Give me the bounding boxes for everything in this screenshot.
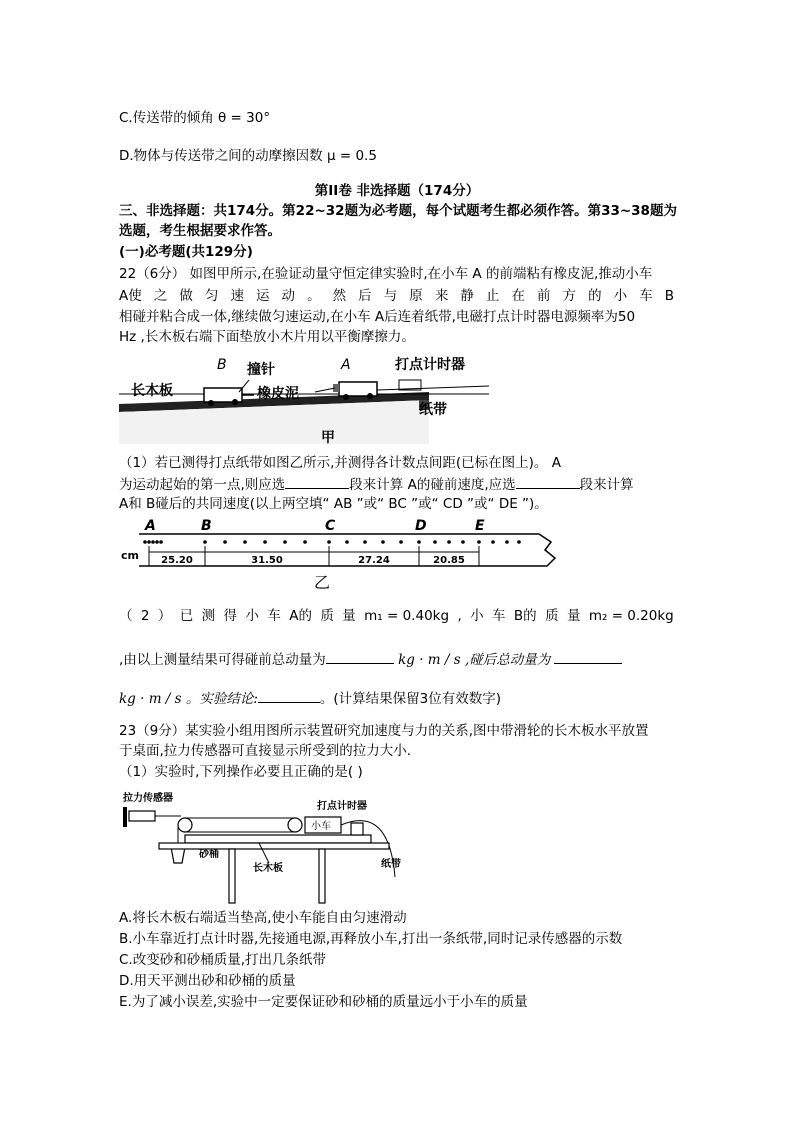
q22-line2-char: 车 [639, 288, 653, 304]
q22-p1-line1: （1）若已测得打点纸带如图乙所示,并测得各计数点间距(已标在图上)。 A [119, 455, 561, 471]
q22-p2-char: 车 [267, 608, 281, 624]
tape-dot [381, 540, 385, 544]
q22-p2-text-b: kg · m / s ,碰后总动量为 [398, 652, 551, 668]
q23-line2: 于桌面,拉力传感器可直接显示所受到的拉力大小. [119, 743, 412, 759]
q23-option-e: E.为了减小误差,实验中一定要保证砂和砂桶的质量远小于小车的质量 [119, 994, 528, 1010]
q22-line2-char: 来 [434, 288, 449, 304]
q22-p2-char: 质 [320, 608, 334, 624]
dimension-value: 25.20 [161, 555, 193, 566]
q22-p2-char: ） [157, 608, 172, 624]
tape-point-label: A [145, 518, 156, 534]
q22-line2-char: 的 [588, 288, 602, 304]
q22-line2-char: 原 [409, 288, 423, 304]
q23-option-b: B.小车靠近打点计时器,先接通电源,再释放小车,打出一条纸带,同时记录传感器的示数 [119, 931, 623, 947]
q23-p1: （1）实验时,下列操作必要且正确的是( ) [119, 764, 363, 780]
q22-p2-char: A的 [289, 608, 312, 624]
label-bucket: 砂桶 [199, 849, 219, 860]
tape-dot [505, 540, 509, 544]
q23-option-a: A.将长木板右端适当垫高,使小车能自由匀速滑动 [119, 910, 407, 926]
q22-p2-char: 得 [223, 608, 238, 624]
q22-line2-char: 止 [485, 288, 500, 304]
q22-line2-char: 后 [358, 288, 372, 304]
tape-dot [461, 540, 465, 544]
q22-line2-char: 前 [537, 288, 551, 304]
figure-q23 [119, 785, 414, 905]
q22-line2-char: 之 [153, 288, 168, 304]
tape-point-label: D [415, 518, 427, 534]
q22-line2-char: B [664, 288, 674, 304]
q22-p1-text-a: 为运动起始的第一点,则应选 [119, 477, 286, 493]
label-board: 长木板 [131, 383, 173, 399]
caption-yi: 乙 [314, 573, 331, 592]
tape-point-label: C [325, 518, 336, 534]
q23-line1: 23（9分）某实验小组用图所示装置研究加速度与力的关系,图中带滑轮的长木板水平放置 [119, 723, 649, 739]
section-intro-line2: 选题，考生根据要求作答。 [119, 223, 281, 239]
tape-dot [417, 540, 421, 544]
tape-dot [303, 540, 307, 544]
q22-p2-char: 已 [179, 608, 194, 624]
option-c-prev: C.传送带的倾角 θ = 30° [119, 110, 271, 126]
q22-line2-char: 运 [255, 288, 270, 304]
q22-p2-text-a: ,由以上测量结果可得碰前总动量为 [119, 652, 326, 668]
required-heading: (一)必考题(共129分) [119, 244, 253, 260]
tape-dot [147, 540, 151, 544]
answer-blank-4[interactable] [554, 649, 622, 664]
q22-line2-char: 匀 [204, 288, 219, 304]
tape-dot [203, 540, 207, 544]
tape-dot [151, 540, 155, 544]
q22-line2-char: 然 [332, 288, 347, 304]
q22-p2-char: 2 [140, 608, 150, 624]
q22-p2-char: 测 [201, 608, 216, 624]
sensor-box [129, 811, 155, 821]
tape-dot [399, 540, 403, 544]
q22-line2-char: 与 [383, 288, 398, 304]
tape-dot [155, 540, 159, 544]
q22-p2-char: 量 [342, 608, 356, 624]
tape-dot [243, 540, 247, 544]
answer-blank-1[interactable] [285, 474, 349, 489]
tape-point-label: E [475, 518, 485, 534]
tape-dot [433, 540, 437, 544]
tape-point-label: B [201, 518, 212, 534]
q22-p2-char: , [457, 608, 462, 624]
q22-p2-line2 [119, 649, 622, 670]
tape-dot [143, 540, 147, 544]
tape-dot [327, 540, 331, 544]
q22-p2-char: m₂ = 0.20kg [588, 608, 674, 624]
q22-p2-char: 质 [545, 608, 559, 624]
timer-23 [351, 823, 363, 835]
q22-p2-char: （ [119, 608, 133, 624]
q22-p2-line1 [119, 606, 674, 626]
q22-p2-text-c: kg · m / s 。实验结论: [119, 691, 258, 707]
q22-p2-char: 量 [566, 608, 581, 624]
answer-blank-5[interactable] [258, 688, 320, 703]
option-d-prev: D.物体与传送带之间的动摩擦因数 μ = 0.5 [119, 148, 377, 164]
table-leg-left [229, 849, 235, 903]
tape-dot [447, 540, 451, 544]
q22-line4: Hz ,长木板右端下面垫放小木片用以平衡摩擦力。 [119, 329, 415, 345]
label-clay: 橡皮泥 [257, 386, 299, 402]
q22-p1-line3: A和 B碰后的共同速度(以上两空填“ AB ”或“ BC ”或“ CD ”或“ DE ”)。 [119, 496, 548, 512]
tape-dot [491, 540, 495, 544]
table-leg-right [319, 849, 325, 903]
q22-line1: 22（6分） 如图甲所示,在验证动量守恒定律实验时,在小车 A 的前端粘有橡皮泥,推动小车 [119, 266, 653, 282]
q22-p1-text-c: 段来计算 [579, 477, 634, 493]
q22-line2-char: 小 [613, 288, 628, 304]
figure-jia [119, 352, 494, 447]
q22-p2-line3 [119, 688, 501, 709]
q22-p2-text-d: 。(计算结果保留3位有效数字) [319, 691, 502, 707]
label-timer: 打点计时器 [395, 357, 465, 373]
board-23 [185, 835, 371, 843]
tape-dot [363, 540, 367, 544]
dimension-value: 20.85 [433, 555, 465, 566]
dimension-value: 27.24 [358, 555, 390, 566]
label-a: A [341, 357, 351, 373]
q23-option-c: C.改变砂和砂桶质量,打出几条纸带 [119, 952, 327, 968]
pulley-cart [288, 818, 302, 832]
pulley-left [178, 818, 192, 832]
q22-line2-char: 。 [307, 288, 321, 304]
q22-line2-char: 做 [179, 288, 193, 304]
tape-dot [345, 540, 349, 544]
q22-line2-char: 静 [460, 288, 474, 304]
q22-p1-line2 [119, 474, 634, 495]
unit-label: cm [121, 549, 139, 562]
q22-p2-char: 小 [245, 608, 259, 624]
q22-line2 [119, 286, 674, 306]
label-zhen: 撞针 [247, 362, 275, 378]
tape-dot [517, 540, 521, 544]
q22-p1-text-b: 段来计算 A的碰前速度,应选 [349, 477, 516, 493]
label-tape: 纸带 [419, 402, 447, 418]
q23-option-d: D.用天平测出砂和砂桶的质量 [119, 973, 296, 989]
tape-dot [283, 540, 287, 544]
answer-blank-3[interactable] [326, 649, 394, 664]
figure-yi [119, 516, 559, 592]
q22-p2-char: B的 [513, 608, 537, 624]
label-timer-23: 打点计时器 [317, 801, 367, 812]
tape-dot [159, 540, 163, 544]
answer-blank-2[interactable] [516, 474, 580, 489]
q22-line2-char: 动 [281, 288, 296, 304]
tape-dot [223, 540, 227, 544]
label-b: B [217, 357, 227, 373]
dimension-value: 31.50 [251, 555, 283, 566]
q22-p2-char: 车 [492, 608, 506, 624]
q22-line2-char: 在 [511, 288, 525, 304]
tape-dot [477, 540, 481, 544]
caption-jia: 甲 [321, 430, 335, 446]
q22-line2-char: A使 [119, 288, 142, 304]
table-top [159, 843, 389, 849]
label-cart: 小车 [311, 821, 331, 832]
section-intro-line1: 三、非选择题：共174分。第22~32题为必考题，每个试题考生都必须作答。第33~38题为 [119, 203, 677, 219]
label-tape-23: 纸带 [381, 859, 401, 870]
q22-line2-char: 速 [230, 288, 244, 304]
q22-line3: 相碰并粘合成一体,继续做匀速运动,在小车 A后连着纸带,电磁打点计时器电源频率为50 [119, 309, 636, 325]
q22-line2-char: 方 [562, 288, 577, 304]
tape-outline [139, 534, 555, 566]
q22-p2-char: 小 [470, 608, 484, 624]
label-sensor: 拉力传感器 [123, 793, 173, 804]
label-board-23: 长木板 [253, 863, 283, 874]
section-title: 第II卷 非选择题（174分） [314, 183, 480, 199]
q22-p2-char: m₁ = 0.40kg [364, 608, 450, 624]
tape-dot [263, 540, 267, 544]
